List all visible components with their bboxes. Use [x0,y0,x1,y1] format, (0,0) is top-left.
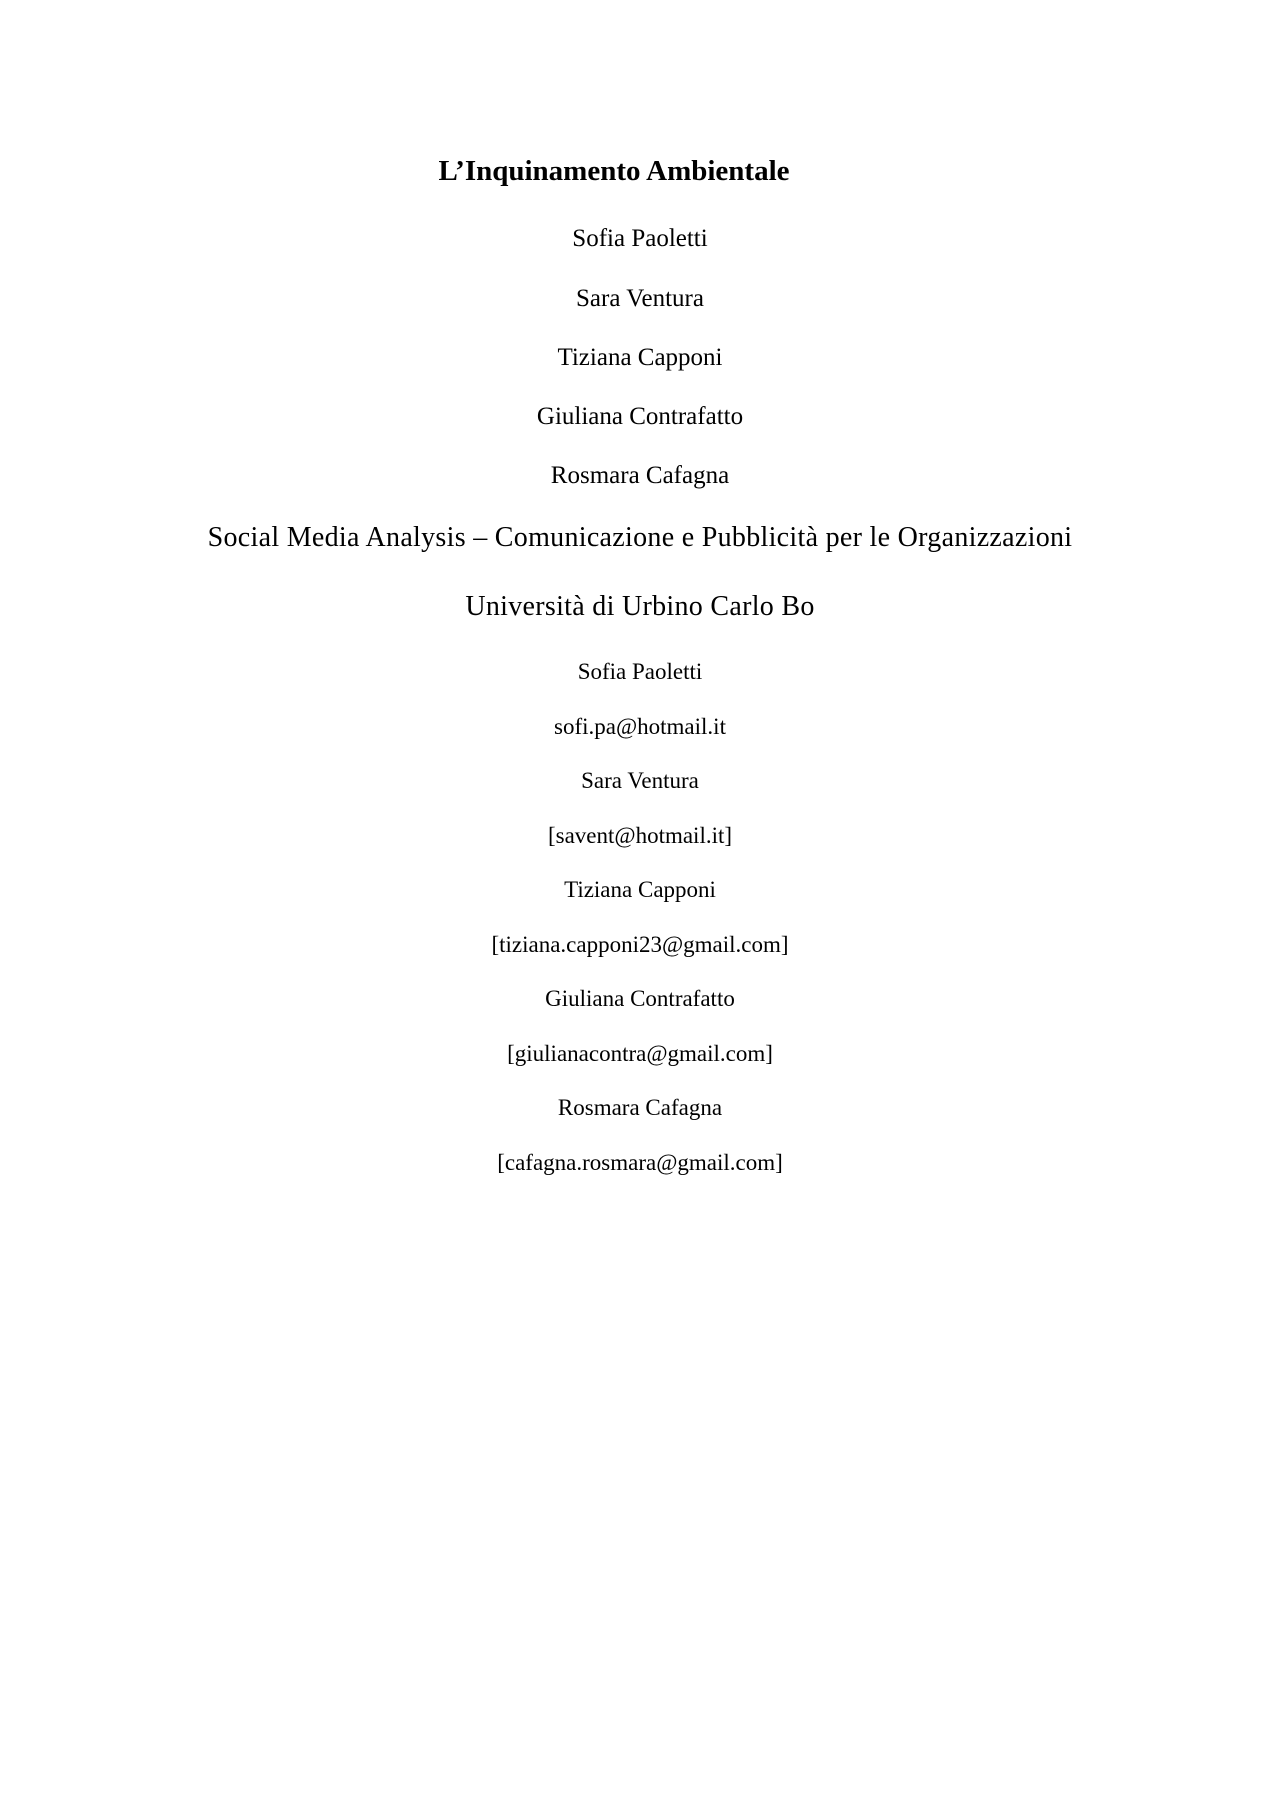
author-name: Giuliana Contrafatto [536,403,744,430]
contact-name: Sara Ventura [581,768,699,793]
author-name: Sara Ventura [576,285,704,312]
contact-email: [savent@hotmail.it] [547,823,733,848]
author-name: Sofia Paoletti [572,225,708,252]
author-name: Rosmara Cafagna [550,462,730,489]
contact-email: [cafagna.rosmara@gmail.com] [497,1150,783,1175]
contact-email: sofi.pa@hotmail.it [554,714,726,739]
contact-name: Tiziana Capponi [564,877,716,902]
document-title: L’Inquinamento Ambientale [438,155,790,187]
contact-email: [giulianacontra@gmail.com] [507,1041,773,1066]
university-name: Università di Urbino Carlo Bo [465,591,815,622]
contact-name: Sofia Paoletti [577,659,703,684]
course-name: Social Media Analysis – Comunicazione e Pubblicità per le Organizzazioni [207,522,1073,553]
author-name: Tiziana Capponi [557,344,723,371]
contact-name: Rosmara Cafagna [557,1095,723,1120]
contact-email: [tiziana.capponi23@gmail.com] [491,932,789,957]
contact-name: Giuliana Contrafatto [545,986,735,1011]
